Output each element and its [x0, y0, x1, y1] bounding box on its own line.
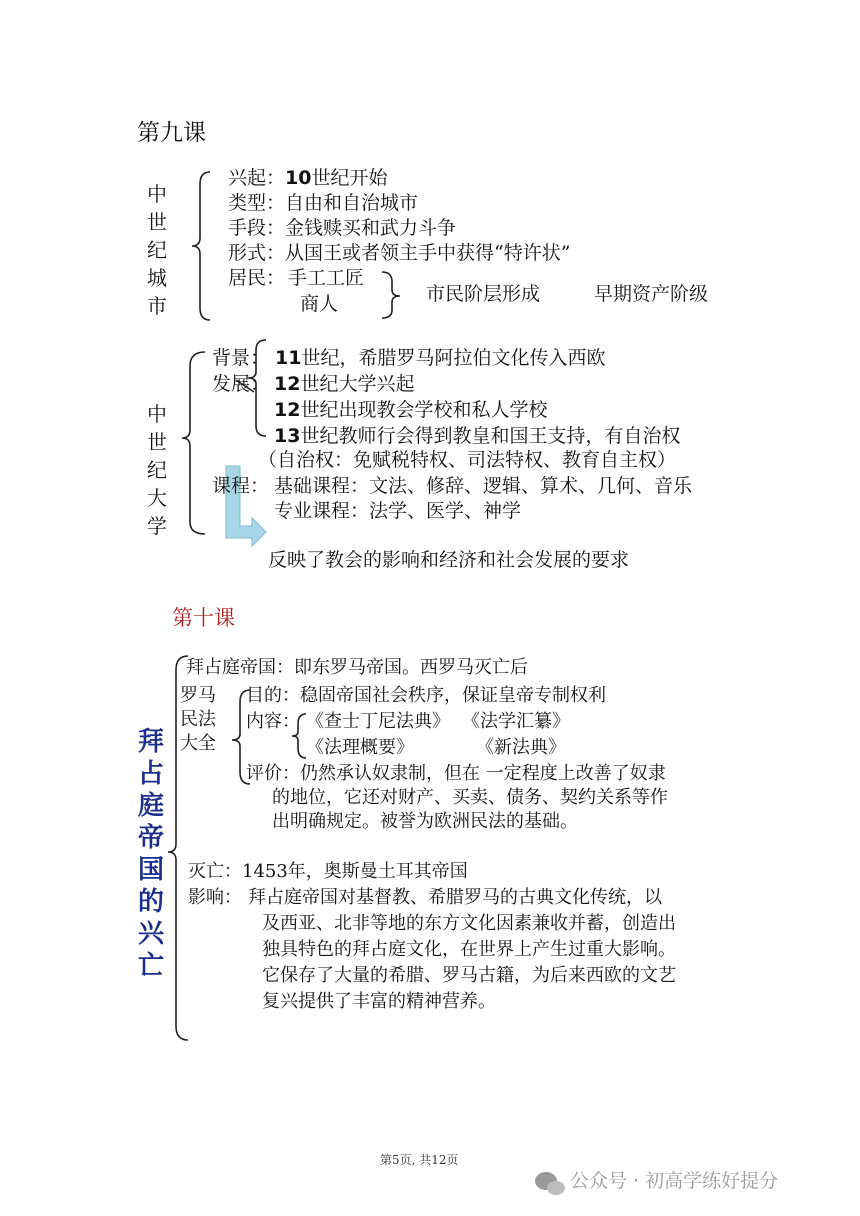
univ-dev-3: 13世纪教师行会得到教皇和国王支持，有自治权 [274, 425, 681, 447]
roman-law-label: 罗马民法大全 [180, 685, 216, 754]
influence-line-5: 复兴提供了丰富的精神营养。 [262, 991, 496, 1012]
influence-line-4: 它保存了大量的希腊、罗马古籍，为后来西欧的文艺 [262, 965, 676, 986]
city-resident-merchant: 商人 [300, 293, 339, 315]
influence-line-2: 及西亚、北非等地的东方文化因素兼收并蓄，创造出 [262, 913, 676, 934]
univ-course-basic: 基础课程：文法、修辞、逻辑、算术、几何、音乐 [274, 475, 693, 497]
univ-autonomy: （自治权：免赋税特权、司法特权、教育自主权） [258, 449, 677, 471]
city-row-rise: 兴起：10世纪开始 [228, 167, 388, 189]
city-row-means: 手段：金钱赎买和武力斗争 [228, 217, 457, 239]
city-result-citizen: 市民阶层形成 [426, 283, 541, 305]
city-residents-label: 居民： [228, 267, 286, 289]
law-evaluation-1: 评价：仍然承认奴隶制，但在 一定程度上改善了奴隶 [246, 763, 666, 784]
book-justinian-code: 《查士丁尼法典》 [306, 711, 450, 732]
law-evaluation-2: 的地位，它还对财产、买卖、债务、契约关系等作 [272, 787, 668, 808]
book-institutes: 《法理概要》 [306, 737, 414, 758]
lesson9-title: 第九课 [137, 120, 206, 146]
univ-course-label: 课程： [212, 475, 270, 497]
city-resident-artisan: 手工工匠 [288, 267, 365, 289]
univ-dev-label: 发展： [212, 373, 270, 395]
law-evaluation-3: 出明确规定。被誉为欧洲民法的基础。 [272, 811, 578, 832]
univ-side-label: 中世纪大学 [147, 402, 167, 538]
wechat-icon [535, 1172, 565, 1195]
influence-line-3: 独具特色的拜占庭文化，在世界上产生过重大影响。 [262, 939, 676, 960]
byzantine-intro: 拜占庭帝国：即东罗马帝国。西罗马灭亡后 [186, 657, 528, 678]
univ-reflect: 反映了教会的影响和经济和社会发展的要求 [268, 549, 630, 571]
influence-label: 影响： [188, 887, 242, 908]
univ-dev-2: 12世纪出现教会学校和私人学校 [274, 399, 548, 421]
law-content-label: 内容： [246, 711, 300, 732]
law-purpose: 目的：稳固帝国社会秩序，保证皇帝专制权利 [246, 685, 606, 706]
lesson10-title: 第十课 [172, 606, 235, 630]
book-digest: 《法学汇纂》 [462, 711, 570, 732]
city-row-form: 形式：从国王或者领主手中获得“特许状” [228, 242, 571, 264]
watermark-text: 公众号 · 初高学练好提分 [570, 1170, 779, 1192]
univ-course-pro: 专业课程：法学、医学、神学 [274, 500, 522, 522]
city-side-label: 中世纪城市 [147, 182, 167, 318]
byzantine-fall: 灭亡：1453年，奥斯曼土耳其帝国 [188, 861, 468, 882]
univ-dev-1: 12世纪大学兴起 [274, 373, 415, 395]
city-result-bourgeois: 早期资产阶级 [594, 283, 709, 305]
city-row-type: 类型：自由和自治城市 [228, 192, 419, 214]
book-novels: 《新法典》 [476, 737, 566, 758]
influence-line-1: 拜占庭帝国对基督教、希腊罗马的古典文化传统，以 [248, 887, 662, 908]
univ-background: 背景： 11世纪，希腊罗马阿拉伯文化传入西欧 [212, 347, 606, 369]
page-number: 第5页, 共12页 [380, 1153, 459, 1167]
byzantine-side-title: 拜占庭帝国的兴亡 [137, 727, 164, 981]
